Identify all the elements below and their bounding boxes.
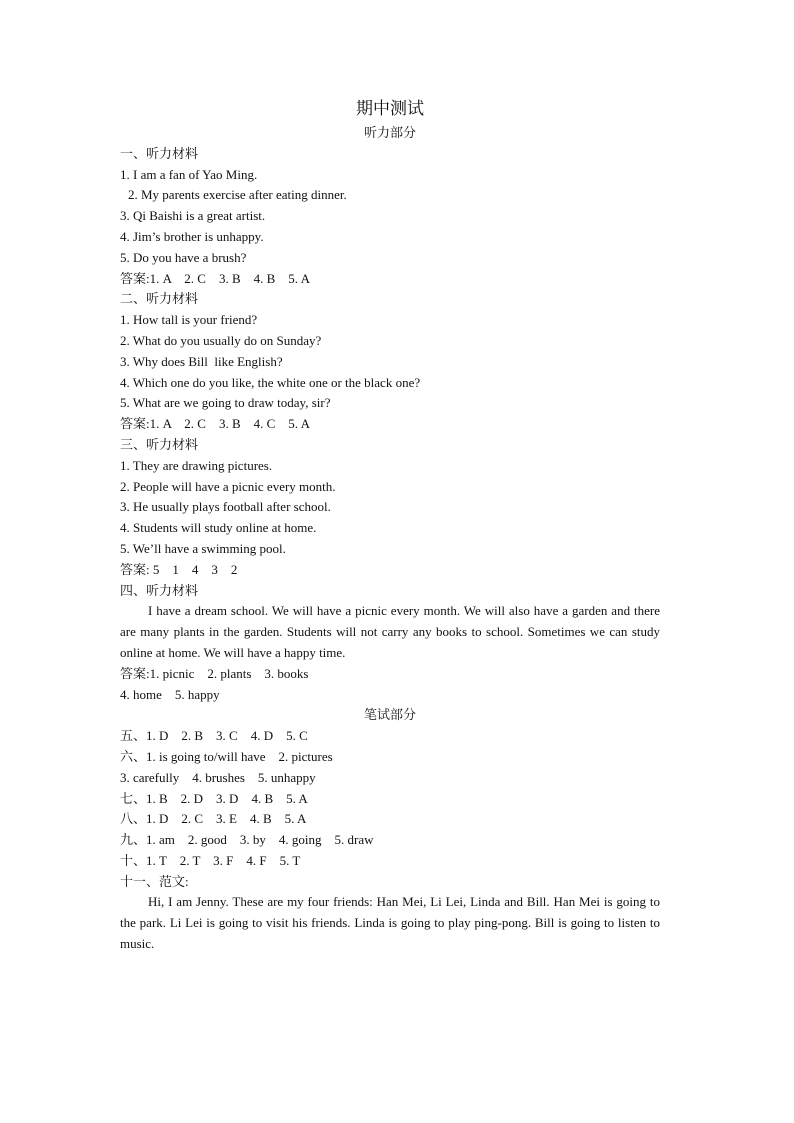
- section-2-heading: 二、听力材料: [120, 291, 199, 307]
- section-2-line: 5. What are we going to draw today, sir?: [120, 395, 331, 411]
- section-4-passage: I have a dream school. We will have a picnic every month. We will also have a garden and there are many plants in the garden. Students will not carry any books to school. Sometimes we can study online at home. We will have a happy time.: [120, 603, 660, 660]
- section-11-heading: 十一、范文:: [120, 873, 189, 889]
- page-title: 期中测试: [356, 99, 424, 118]
- section-1-line: 3. Qi Baishi is a great artist.: [120, 208, 266, 224]
- writing-section-header: 笔试部分: [363, 707, 416, 723]
- answer-line: 十、1. T 2. T 3. F 4. F 5. T: [120, 852, 301, 868]
- section-1-answer: 答案:1. A 2. C 3. B 4. B 5. A: [120, 270, 310, 286]
- section-1-line: 4. Jim’s brother is unhappy.: [120, 228, 264, 244]
- section-2-line: 1. How tall is your friend?: [120, 312, 258, 328]
- section-3-line: 5. We’ll have a swimming pool.: [120, 540, 286, 556]
- answer-line: 七、1. B 2. D 3. D 4. B 5. A: [120, 790, 308, 806]
- answer-line: 3. carefully 4. brushes 5. unhappy: [120, 769, 316, 785]
- section-2-line: 2. What do you usually do on Sunday?: [120, 332, 322, 348]
- section-3-line: 1. They are drawing pictures.: [120, 457, 273, 473]
- section-3-heading: 三、听力材料: [120, 436, 199, 452]
- section-3-line: 3. He usually plays football after school.: [120, 499, 331, 515]
- section-2-line: 3. Why does Bill like English?: [120, 353, 283, 369]
- section-3-answer: 答案: 5 1 4 3 2: [120, 561, 238, 577]
- listening-section-header: 听力部分: [363, 125, 416, 140]
- answer-line: 五、1. D 2. B 3. C 4. D 5. C: [120, 728, 308, 744]
- section-2-answer: 答案:1. A 2. C 3. B 4. C 5. A: [120, 416, 310, 432]
- document-page: [120, 97, 660, 955]
- section-4-answer: 答案:1. picnic 2. plants 3. books: [120, 665, 309, 681]
- section-2-line: 4. Which one do you like, the white one or the black one?: [120, 374, 421, 390]
- section-4-answer-cont: 4. home 5. happy: [120, 686, 220, 702]
- section-1-line: 1. I am a fan of Yao Ming.: [120, 166, 258, 182]
- section-3-line: 4. Students will study online at home.: [120, 520, 317, 536]
- section-1-line: 5. Do you have a brush?: [120, 249, 247, 265]
- section-4-heading: 四、听力材料: [120, 582, 199, 598]
- section-1-line: 2. My parents exercise after eating dinner.: [128, 187, 347, 203]
- answer-line: 八、1. D 2. C 3. E 4. B 5. A: [120, 811, 307, 827]
- answer-line: 六、1. is going to/will have 2. pictures: [120, 748, 333, 764]
- section-11-sample-essay: Hi, I am Jenny. These are my four friends: Han Mei, Li Lei, Linda and Bill. Han Mei is going to the park. Li Lei is going to visit his friends. Linda is going to play ping-pong. Bill is going to listen to music.: [120, 894, 660, 952]
- section-1-heading: 一、听力材料: [120, 145, 199, 161]
- answer-line: 九、1. am 2. good 3. by 4. going 5. draw: [120, 832, 374, 848]
- section-3-line: 2. People will have a picnic every month.: [120, 478, 336, 494]
